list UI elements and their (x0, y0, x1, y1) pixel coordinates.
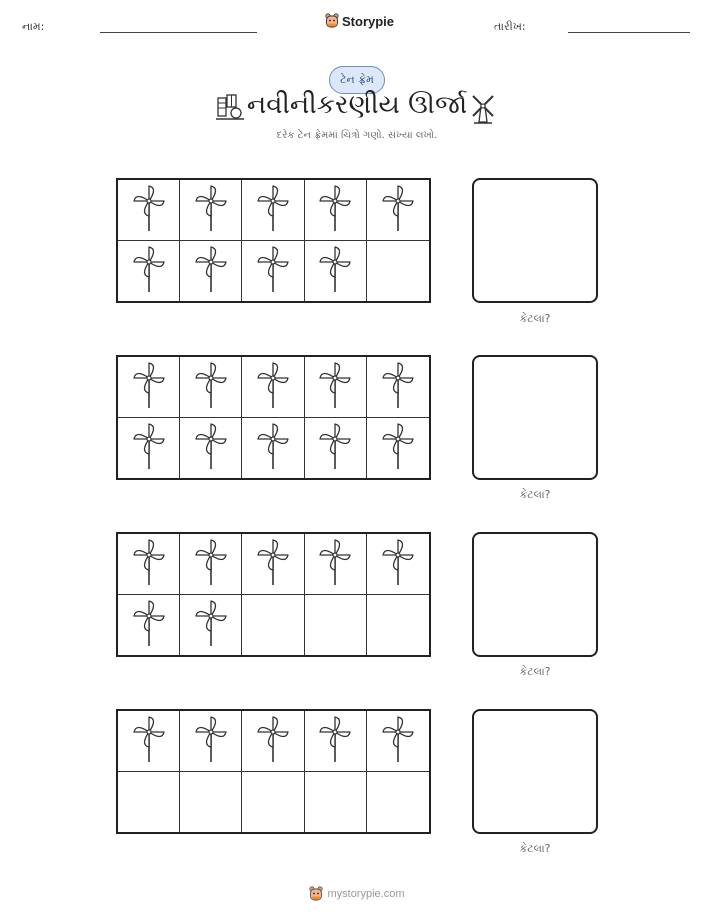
pinwheel-icon (132, 244, 166, 298)
pinwheel-icon (381, 183, 415, 237)
ten-frame-4 (116, 709, 431, 834)
pinwheel-icon (194, 244, 228, 298)
frame-cell (305, 534, 367, 595)
answer-box-2[interactable] (472, 355, 598, 480)
frame-cell (180, 534, 242, 595)
frame-cell (242, 418, 304, 479)
pinwheel-icon (381, 421, 415, 475)
pinwheel-icon (194, 537, 228, 591)
frame-cell (305, 180, 367, 241)
frame-cell (367, 711, 429, 772)
frame-cell (118, 241, 180, 302)
page-title: નવીનીકરણીય ઊર્જા (246, 90, 468, 120)
pinwheel-icon (132, 183, 166, 237)
frame-cell (305, 772, 367, 833)
frame-cell (367, 357, 429, 418)
windmill-icon (468, 92, 498, 130)
pinwheel-icon (132, 421, 166, 475)
frame-cell (118, 418, 180, 479)
pinwheel-icon (132, 598, 166, 652)
frame-cell (118, 772, 180, 833)
frame-cell (118, 711, 180, 772)
frame-cell (305, 357, 367, 418)
frame-cell (242, 357, 304, 418)
pinwheel-icon (194, 421, 228, 475)
answer-label-1: કેટલા? (519, 312, 551, 325)
pinwheel-icon (194, 183, 228, 237)
frame-cell (118, 534, 180, 595)
frame-cell (367, 180, 429, 241)
frame-cell (242, 180, 304, 241)
pinwheel-icon (132, 537, 166, 591)
pinwheel-icon (194, 714, 228, 768)
frame-cell (180, 772, 242, 833)
frame-cell (305, 711, 367, 772)
pinwheel-icon (318, 714, 352, 768)
pinwheel-icon (256, 244, 290, 298)
frame-cell (367, 534, 429, 595)
pinwheel-icon (381, 714, 415, 768)
answer-label-2: કેટલા? (519, 488, 551, 501)
frame-cell (305, 241, 367, 302)
pinwheel-icon (381, 537, 415, 591)
frame-cell (305, 595, 367, 656)
frame-cell (180, 357, 242, 418)
date-label: તારીખ: (494, 20, 526, 33)
frame-cell (180, 180, 242, 241)
footer-url: mystorypie.com (327, 888, 405, 900)
pinwheel-icon (132, 360, 166, 414)
frame-cell (180, 595, 242, 656)
instructions: દરેક ટેન ફ્રેમમાં ચિત્રો ગણો. સંખ્યા લખો. (276, 130, 438, 141)
frame-cell (118, 180, 180, 241)
storypie-mascot-icon (309, 886, 323, 902)
name-label: નામ: (22, 20, 45, 33)
frame-cell (242, 772, 304, 833)
frame-cell (367, 241, 429, 302)
pinwheel-icon (256, 537, 290, 591)
footer (0, 886, 714, 902)
pinwheel-icon (256, 421, 290, 475)
frame-cell (118, 357, 180, 418)
frame-cell (242, 534, 304, 595)
pinwheel-icon (194, 598, 228, 652)
frame-cell (242, 241, 304, 302)
storypie-logo (325, 13, 394, 29)
frame-cell (180, 418, 242, 479)
frame-cell (118, 595, 180, 656)
answer-label-4: કેટલા? (519, 842, 551, 855)
ten-frame-pill: ટેન ફ્રેમ (329, 66, 385, 94)
frame-cell (367, 418, 429, 479)
answer-box-4[interactable] (472, 709, 598, 834)
pinwheel-icon (132, 714, 166, 768)
frame-cell (242, 711, 304, 772)
pinwheel-icon (256, 183, 290, 237)
frame-cell (305, 418, 367, 479)
storypie-mascot-icon (325, 13, 339, 29)
pinwheel-icon (318, 244, 352, 298)
answer-box-3[interactable] (472, 532, 598, 657)
ten-frame-2 (116, 355, 431, 480)
answer-box-1[interactable] (472, 178, 598, 303)
name-field[interactable] (100, 32, 257, 33)
ten-frame-1 (116, 178, 431, 303)
date-field[interactable] (568, 32, 690, 33)
pinwheel-icon (381, 360, 415, 414)
pinwheel-icon (256, 360, 290, 414)
frame-cell (242, 595, 304, 656)
frame-cell (180, 711, 242, 772)
pinwheel-icon (256, 714, 290, 768)
answer-label-3: કેટલા? (519, 665, 551, 678)
pinwheel-icon (194, 360, 228, 414)
pinwheel-icon (318, 360, 352, 414)
frame-cell (180, 241, 242, 302)
logo-text: Storypie (342, 13, 395, 29)
frame-cell (367, 772, 429, 833)
ten-frame-3 (116, 532, 431, 657)
pinwheel-icon (318, 421, 352, 475)
pinwheel-icon (318, 537, 352, 591)
pinwheel-icon (318, 183, 352, 237)
frame-cell (367, 595, 429, 656)
